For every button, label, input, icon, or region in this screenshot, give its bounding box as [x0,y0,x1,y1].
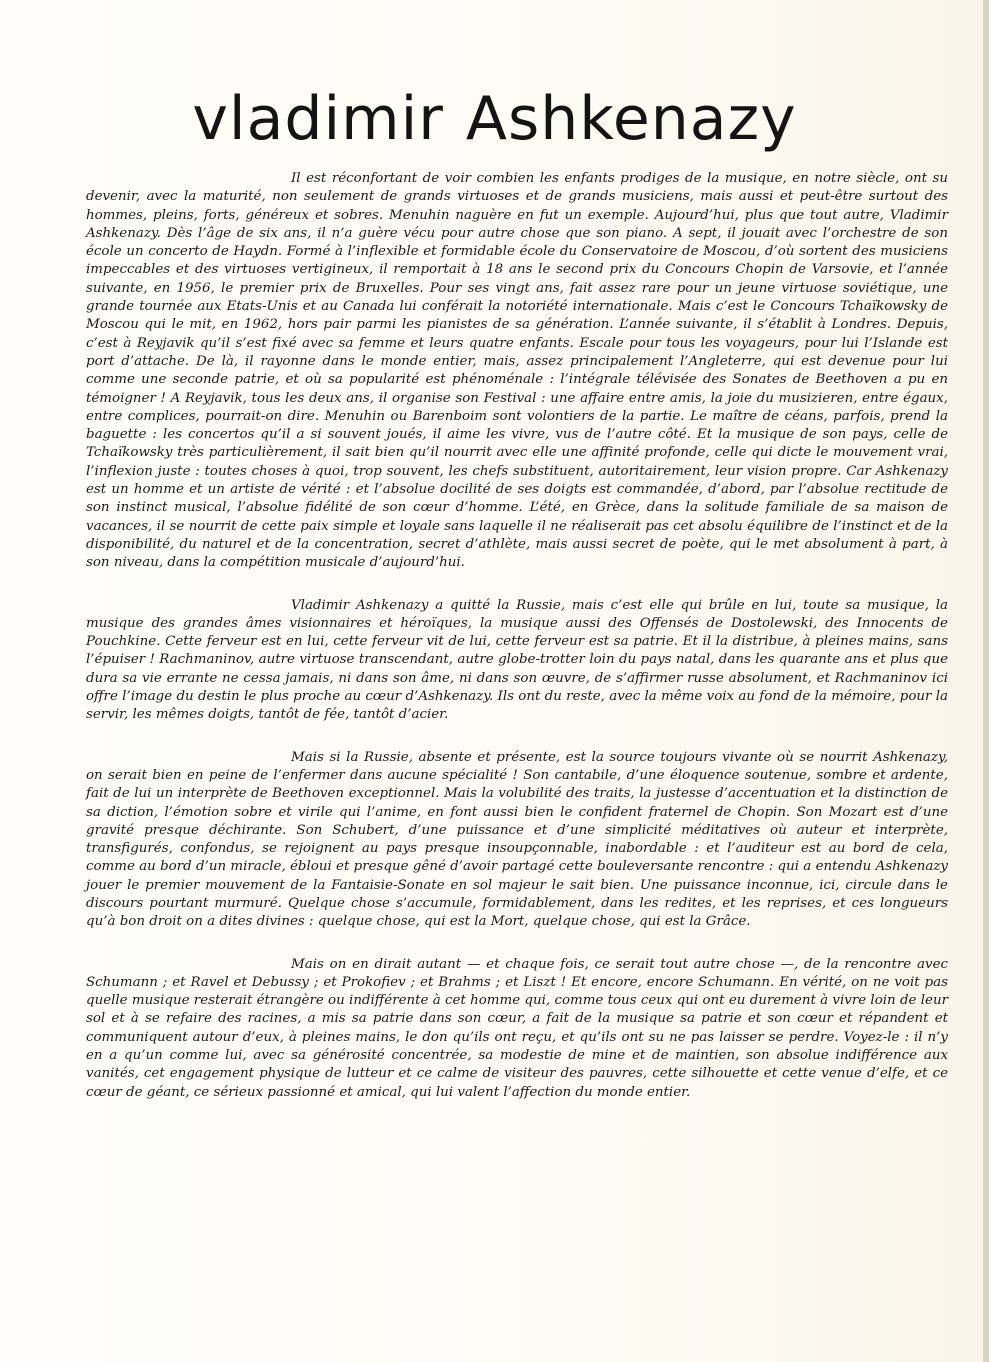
title-last-name: Ashkenazy [465,84,797,154]
article-body [86,170,948,1126]
page-edge [983,0,989,1362]
title-first-name: vladimir [192,84,444,154]
page-title [0,84,989,154]
paragraph: Vladimir Ashkenazy a quitté la Russie, mais c’est elle qui brûle en lui, toute sa musique, la musique des grandes âmes visionnaires et héroïques, la musique aussi des Offensés de Dostolewski, des Innocents de Pouchkine. Cette ferveur est en lui, cette ferveur vit de lui, cette ferveur est sa patrie. Et il la distribue, à pleines mains, sans l’épuiser ! Rachmaninov, autre virtuose transcendant, autre globe-trotter loin du pays natal, dans les quarante ans et plus que dura sa vie errante ne cessa jamais, ni dans son âme, ni dans son œuvre, de s’affirmer russe absolument, et Rachmaninov ici offre l’image du destin le plus proche au cœur d’Ashkenazy. Ils ont du reste, avec la même voix au fond de la mémoire, pour la servir, les mêmes doigts, tantôt de fée, tantôt d’acier. [86,597,948,723]
paragraph: Mais si la Russie, absente et présente, est la source toujours vivante où se nourrit Ashkenazy, on serait bien en peine de l’enfermer dans aucune spécialité ! Son cantabile, d’une éloquence soutenue, sombre et ardente, fait de lui un interprète de Beethoven exceptionnel. Mais la volubilité des traits, la justesse d’accentuation et la distinction de sa diction, l’émotion sobre et virile qui l’anime, en font aussi bien le confident fraternel de Chopin. Son Mozart est d’une gravité presque déchirante. Son Schubert, d’une puissance et d’une simplicité méditatives où auteur et interprète, transfigurés, confondus, se rejoignent au pays presque insoupçonnable, inabordable : et l’auditeur est au bord de cela, comme au bord d’un miracle, ébloui et presque gêné d’avoir partagé cette bouleversante rencontre : qui a entendu Ashkenazy jouer le premier mouvement de la Fantaisie-Sonate en sol majeur le sait bien. Une puissance inconnue, ici, circule dans le discours pourtant murmuré. Quelque chose s’accumule, formidablement, dans les redites, et les reprises, et ces longueurs qu’à bon droit on a dites divines : quelque chose, qui est la Mort, quelque chose, qui est la Grâce. [86,749,948,930]
paragraph: Il est réconfortant de voir combien les enfants prodiges de la musique, en notre siècle, ont su devenir, avec la maturité, non seulement de grands virtuoses et de grands musiciens, mais aussi et peut-être surtout des hommes, pleins, forts, généreux et sobres. Menuhin naguère en fut un exemple. Aujourd’hui, plus que tout autre, Vladimir Ashkenazy. Dès l’âge de six ans, il n’a guère vécu pour autre chose que son piano. A sept, il jouait avec l’orchestre de son école un concerto de Haydn. Formé à l’inflexible et formidable école du Conservatoire de Moscou, d’où sortent des musiciens impeccables et des virtuoses vertigineux, il remportait à 18 ans le second prix du Concours Chopin de Varsovie, et l’année suivante, en 1956, le premier prix de Bruxelles. Pour ses vingt ans, fait assez rare pour un jeune virtuose soviétique, une grande tournée aux Etats-Unis et au Canada lui conférait la notoriété internationale. Mais c’est le Concours Tchaïkowsky de Moscou qui le mit, en 1962, hors pair parmi les pianistes de sa génération. L’année suivante, il s’établit à Londres. Depuis, c’est à Reyjavik qu’il s’est fixé avec sa femme et leurs quatre enfants. Escale pour tous les voyageurs, pour lui l’Islande est port d’attache. De là, il rayonne dans le monde entier, mais, assez principalement l’Angleterre, qui est devenue pour lui comme une seconde patrie, et où sa popularité est phénoménale : l’intégrale télévisée des Sonates de Beethoven a pu en témoigner ! A Reyjavik, tous les deux ans, il organise son Festival : une affaire entre amis, la joie du musizieren, entre égaux, entre complices, pourrait-on dire. Menuhin ou Barenboim sont volontiers de la partie. Le maître de céans, parfois, prend la baguette : les concertos qu’il a si souvent joués, il aime les vivre, vus de l’autre côté. Et la musique de son pays, celle de Tchaïkowsky très particulièrement, il sait bien qu’il nourrit avec elle une affinité profonde, celle qui dicte le mouvement vrai, l’inflexion juste : toutes choses à quoi, trop souvent, les chefs substituent, autoritairement, leur vision propre. Car Ashkenazy est un homme et un artiste de vérité : et l’absolue docilité de ses doigts est commandée, d’abord, par l’absolue rectitude de son instinct musical, l’absolue fidélité de son cœur d’homme. L’été, en Grèce, dans la solitude familiale de sa maison de vacances, il se nourrit de cette paix simple et loyale sans laquelle il ne réaliserait pas cet absolu équilibre de l’instinct et de la disponibilité, du naturel et de la concentration, secret d’athlète, mais aussi secret de poète, qui le met absolument à part, à son niveau, dans la compétition musicale d’aujourd’hui. [86,171,948,571]
paragraph: Mais on en dirait autant — et chaque fois, ce serait tout autre chose —, de la rencontre avec Schumann ; et Ravel et Debussy ; et Prokofiev ; et Brahms ; et Liszt ! Et encore, encore Schumann. En vérité, on ne voit pas quelle musique resterait étrangère ou indifférente à cet homme qui, comme tous ceux qui ont eu durement à vivre loin de leur sol et à se refaire des racines, a mis sa patrie dans son cœur, a fait de la musique sa patrie et son cœur et répandent et communiquent autour d’eux, à pleines mains, le don qu’ils ont reçu, et qu’ils ont su ne pas laisser se perdre. Voyez-le : il n’y en a qu’un comme lui, avec sa générosité concentrée, sa modestie de mine et de maintien, son absolue indifférence aux vanités, cet engagement physique de lutteur et ce calme de visiteur des pauvres, cette silhouette et cette venue d’elfe, et ce cœur de géant, ce sérieux passionné et amical, qui lui valent l’affection du monde entier. [86,956,948,1100]
